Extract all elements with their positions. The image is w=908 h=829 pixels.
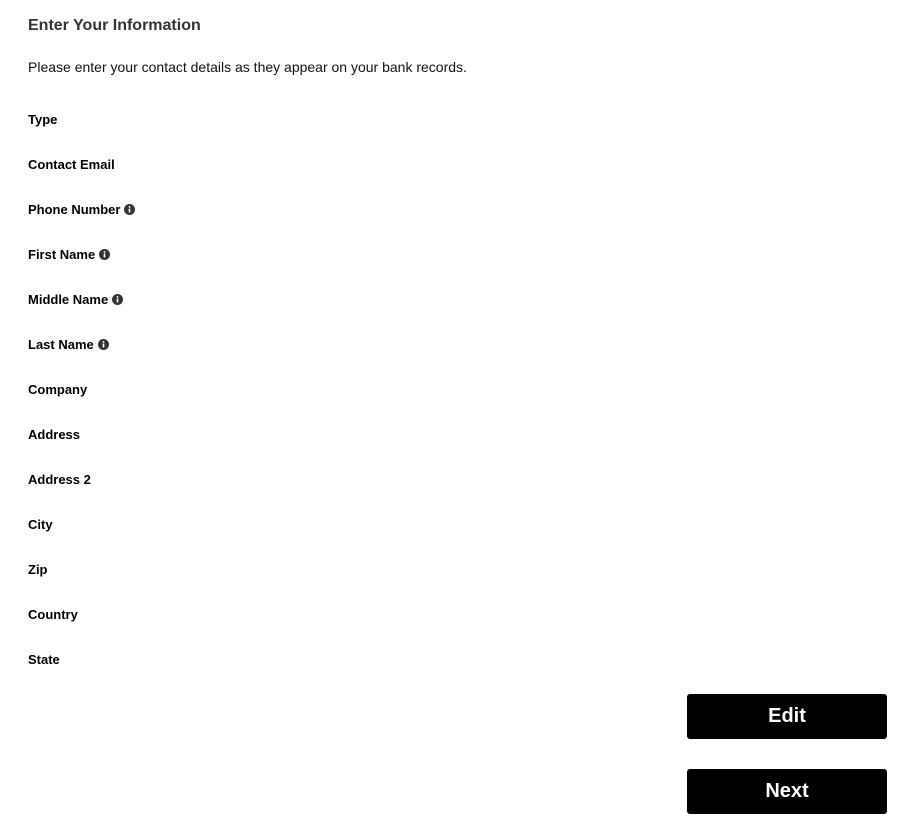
field-zip (28, 561, 135, 606)
field-label-phone-number: Phone Number (28, 202, 121, 217)
field-last-name (28, 336, 135, 381)
field-contact-email (28, 156, 135, 201)
field-label-last-name: Last Name (28, 337, 94, 352)
field-country (28, 606, 135, 651)
field-phone-number (28, 201, 135, 246)
info-icon[interactable] (98, 339, 109, 350)
field-label-company: Company (28, 382, 88, 397)
field-type (28, 111, 135, 156)
field-label-first-name: First Name (28, 247, 96, 262)
info-icon[interactable] (99, 249, 110, 260)
edit-button[interactable]: Edit (687, 694, 887, 739)
page-subtitle: Please enter your contact details as they appear on your bank records. (28, 59, 467, 75)
field-city (28, 516, 135, 561)
field-label-address-2: Address 2 (28, 472, 91, 487)
field-label-city: City (28, 517, 53, 532)
field-label-country: Country (28, 607, 78, 622)
field-label-address: Address (28, 427, 81, 442)
field-label-contact-email: Contact Email (28, 157, 115, 172)
field-address-2 (28, 471, 135, 516)
field-label-middle-name: Middle Name (28, 292, 109, 307)
field-first-name (28, 246, 135, 291)
next-button[interactable]: Next (687, 769, 887, 814)
field-label-state: State (28, 652, 60, 667)
field-middle-name (28, 291, 135, 336)
field-state (28, 651, 135, 696)
info-icon[interactable] (112, 294, 123, 305)
info-icon[interactable] (124, 204, 135, 215)
field-label-type: Type (28, 112, 58, 127)
page-title: Enter Your Information (28, 17, 201, 34)
field-label-zip: Zip (28, 562, 48, 577)
field-list (28, 111, 135, 696)
field-company (28, 381, 135, 426)
field-address (28, 426, 135, 471)
